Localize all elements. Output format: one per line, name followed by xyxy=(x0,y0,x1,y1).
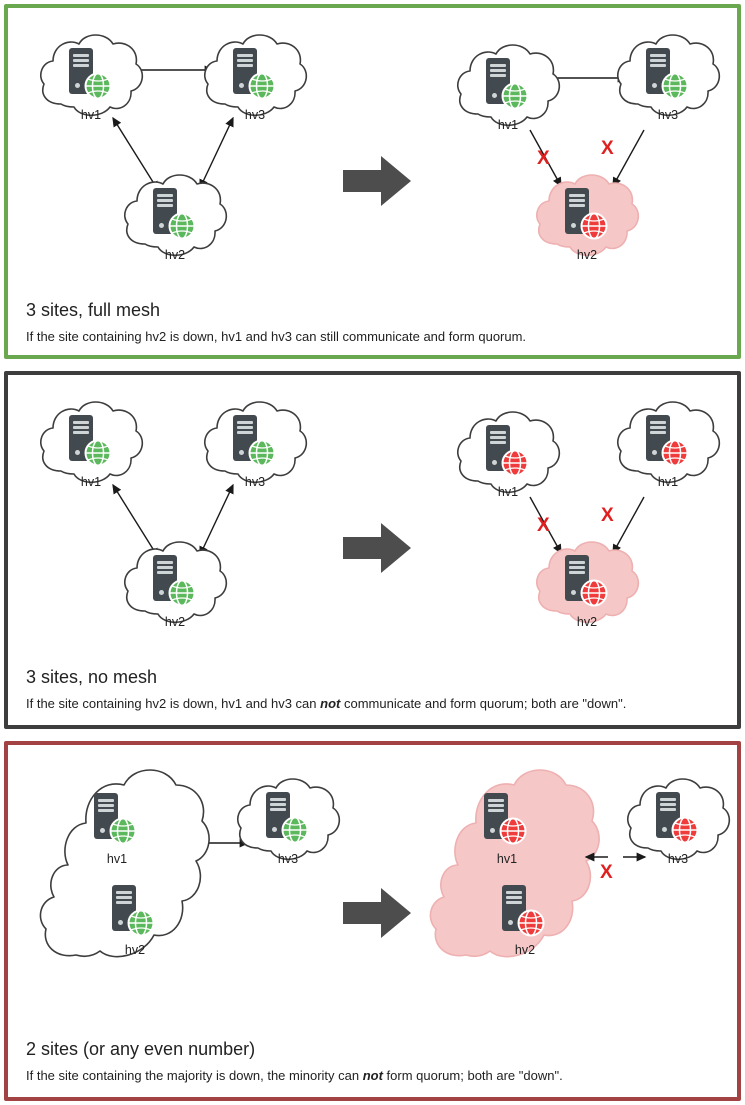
panel-two-sites-caption xyxy=(26,1039,727,1085)
caption-pre: If the site containing hv2 is down, hv1 and hv3 can xyxy=(26,696,321,711)
panel-no-mesh-caption xyxy=(26,667,727,713)
host-icon-hv1-after xyxy=(486,58,532,110)
cloud-site-hv3-after-down-host xyxy=(623,770,733,870)
node-label: hv2 xyxy=(124,943,146,957)
globe-icon xyxy=(580,212,608,240)
host-icon-hv1-after xyxy=(486,425,532,477)
globe-icon xyxy=(671,816,699,844)
caption-pre: If the site containing the majority is down, the minority can xyxy=(26,1068,363,1083)
panel-subtitle xyxy=(26,328,727,346)
x-mark-icon: X xyxy=(537,515,550,536)
globe-icon xyxy=(580,579,608,607)
node-label: hv1 xyxy=(80,475,102,489)
panel-no-mesh xyxy=(4,371,741,729)
caption-post: form quorum; both are "down". xyxy=(382,1068,563,1083)
globe-icon xyxy=(661,439,689,467)
node-label: hv2 xyxy=(514,943,536,957)
globe-icon xyxy=(501,82,529,110)
caption-emphasis: not xyxy=(320,696,341,711)
node-label: hv1 xyxy=(497,118,519,132)
caption-pre: If the site containing hv2 is down, hv1 and hv3 can still communicate and form quorum. xyxy=(26,329,527,344)
x-mark-icon: X xyxy=(600,862,613,883)
host-icon-hv2-after xyxy=(565,188,611,240)
x-mark-icon: X xyxy=(601,505,614,526)
cloud-site-hv2-after-down xyxy=(532,533,642,633)
panel-title: 3 sites, full mesh xyxy=(26,300,161,320)
x-mark-icon: X xyxy=(537,148,550,169)
host-icon-hv3-after xyxy=(646,415,692,467)
panel-subtitle xyxy=(26,1067,727,1085)
node-label: hv1 xyxy=(496,852,518,866)
node-label: hv2 xyxy=(164,615,186,629)
cloud-site-hv3-after xyxy=(613,26,723,126)
node-label: hv3 xyxy=(277,852,299,866)
panel-title: 2 sites (or any even number) xyxy=(26,1039,256,1059)
node-label: hv1 xyxy=(497,485,519,499)
panel-two-sites xyxy=(4,741,741,1101)
node-label: hv2 xyxy=(164,248,186,262)
globe-icon xyxy=(501,449,529,477)
node-label: hv3 xyxy=(244,108,266,122)
cloud-site-hv1-after xyxy=(453,36,563,136)
panel-title: 3 sites, no mesh xyxy=(26,667,158,687)
node-label: hv3 xyxy=(657,108,679,122)
panel-subtitle xyxy=(26,695,727,713)
node-label: hv1 xyxy=(657,475,679,489)
panel-full-mesh xyxy=(4,4,741,359)
cloud-site-hv1-after-down-host xyxy=(453,403,563,503)
host-icon-hv3-after xyxy=(646,48,692,100)
host-icon-hv3-after xyxy=(656,792,702,844)
cloud-site-hv3-after-down-host xyxy=(613,393,723,493)
node-label: hv3 xyxy=(244,475,266,489)
caption-post: communicate and form quorum; both are "down". xyxy=(340,696,627,711)
panel-no-mesh-stage xyxy=(8,375,737,663)
globe-icon xyxy=(661,72,689,100)
node-label: hv2 xyxy=(576,248,598,262)
host-icon-hv2-after xyxy=(565,555,611,607)
panel-two-sites-stage xyxy=(8,745,737,995)
panel-full-mesh-caption xyxy=(26,300,727,346)
node-label: hv2 xyxy=(576,615,598,629)
node-label: hv1 xyxy=(106,852,128,866)
x-mark-icon: X xyxy=(601,138,614,159)
caption-emphasis: not xyxy=(362,1068,383,1083)
cloud-site-hv2-after-down xyxy=(532,166,642,266)
node-label: hv3 xyxy=(667,852,689,866)
node-label: hv1 xyxy=(80,108,102,122)
panel-full-mesh-stage xyxy=(8,8,737,296)
